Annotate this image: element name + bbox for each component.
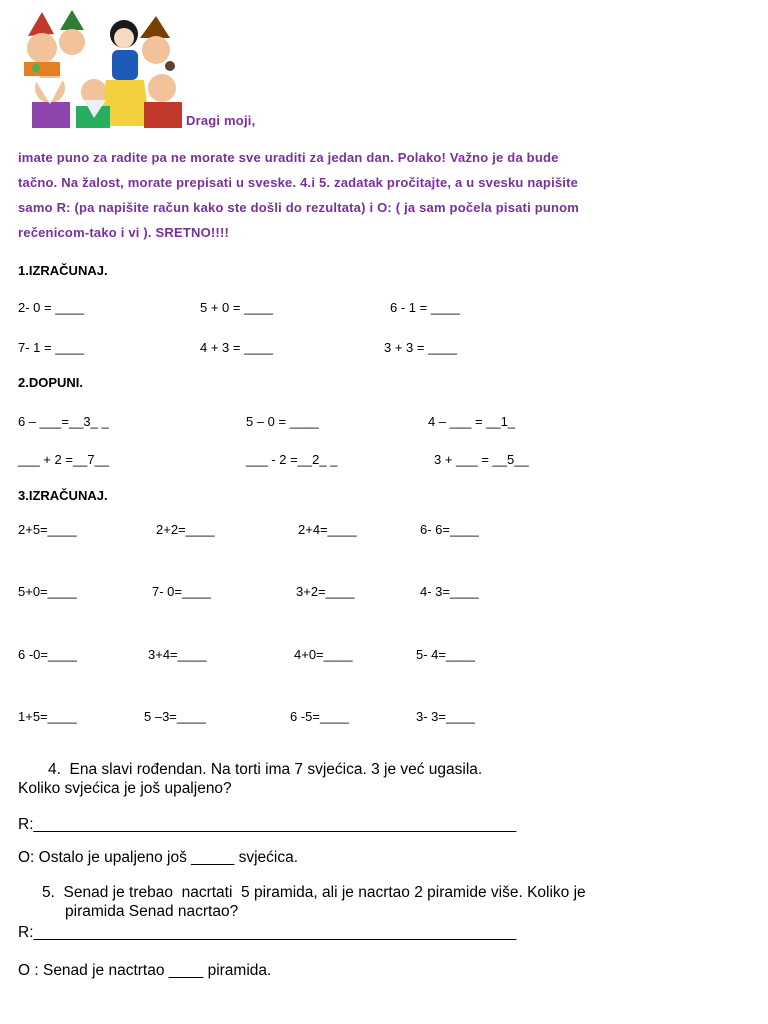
task3-item: 3- 3=____ [416,709,475,724]
task3-item: 2+4=____ [298,522,357,537]
task4-question-line1: 4. Ena slavi rođendan. Na torti ima 7 svjećica. 3 je već ugasila. [48,761,483,778]
task1-item: 3 + 3 = ____ [384,340,458,355]
task3-item: 5 –3=____ [144,709,206,724]
task5-question-line1: 5. Senad je trebao nacrtati 5 piramida, ali je nacrtao 2 piramide više. Koliko je [42,884,586,901]
task1-item: 6 - 1 = ____ [390,300,460,315]
task1-item: 4 + 3 = ____ [200,340,274,355]
task3-item: 3+2=____ [296,584,355,599]
task2-item: ___ - 2 =__2_ _ [246,452,338,467]
task3-item: 1+5=____ [18,709,77,724]
snow-white-illustration [20,8,182,128]
greeting: Dragi moji, [186,113,256,128]
task1-title: 1.IZRAČUNAJ. [18,263,108,278]
task3-item: 4- 3=____ [420,584,479,599]
task3-item: 5- 4=____ [416,647,475,662]
task3-title: 3.IZRAČUNAJ. [18,488,108,503]
task3-item: 6- 6=____ [420,522,479,537]
task3-item: 5+0=____ [18,584,77,599]
task5-question-line2: piramida Senad nacrtao? [65,903,239,920]
task3-item: 7- 0=____ [152,584,211,599]
intro-line: tačno. Na žalost, morate prepisati u sveske. 4.i 5. zadatak pročitajte, a u svesku napišite [18,175,579,190]
task2-title: 2.DOPUNI. [18,375,84,390]
task2-item: 6 – ___=__3_ _ [18,414,109,429]
intro-line: imate puno za radite pa ne morate sve uraditi za jedan dan. Polako! Važno je da bude [18,150,559,165]
task4-o-line: O: Ostalo je upaljeno još _____ svjećica. [18,849,299,866]
intro-line: rečenicom-tako i vi ). SRETNO!!!! [18,225,230,240]
task2-item: 5 – 0 = ____ [246,414,319,429]
task1-item: 7- 1 = ____ [18,340,85,355]
task4-r-line: R:________________________________________________________ [18,816,517,833]
task2-item: ___ + 2 =__7__ [18,452,110,467]
task3-item: 6 -0=____ [18,647,77,662]
task1-item: 5 + 0 = ____ [200,300,274,315]
task5-o-line: O : Senad je nactrtao ____ piramida. [18,962,272,979]
task4-question-line2: Koliko svjećica je još upaljeno? [18,780,232,797]
task1-item: 2- 0 = ____ [18,300,85,315]
task5-r-line: R:________________________________________________________ [18,924,517,941]
task3-item: 2+2=____ [156,522,215,537]
task2-item: 3 + ___ = __5__ [434,452,529,467]
task3-item: 3+4=____ [148,647,207,662]
task3-item: 6 -5=____ [290,709,349,724]
task3-item: 2+5=____ [18,522,77,537]
intro-line: samo R: (pa napišite račun kako ste došli do rezultata) i O: ( ja sam počela pisati punom [18,200,580,215]
task2-item: 4 – ___ = __1_ [428,414,516,429]
task3-item: 4+0=____ [294,647,353,662]
